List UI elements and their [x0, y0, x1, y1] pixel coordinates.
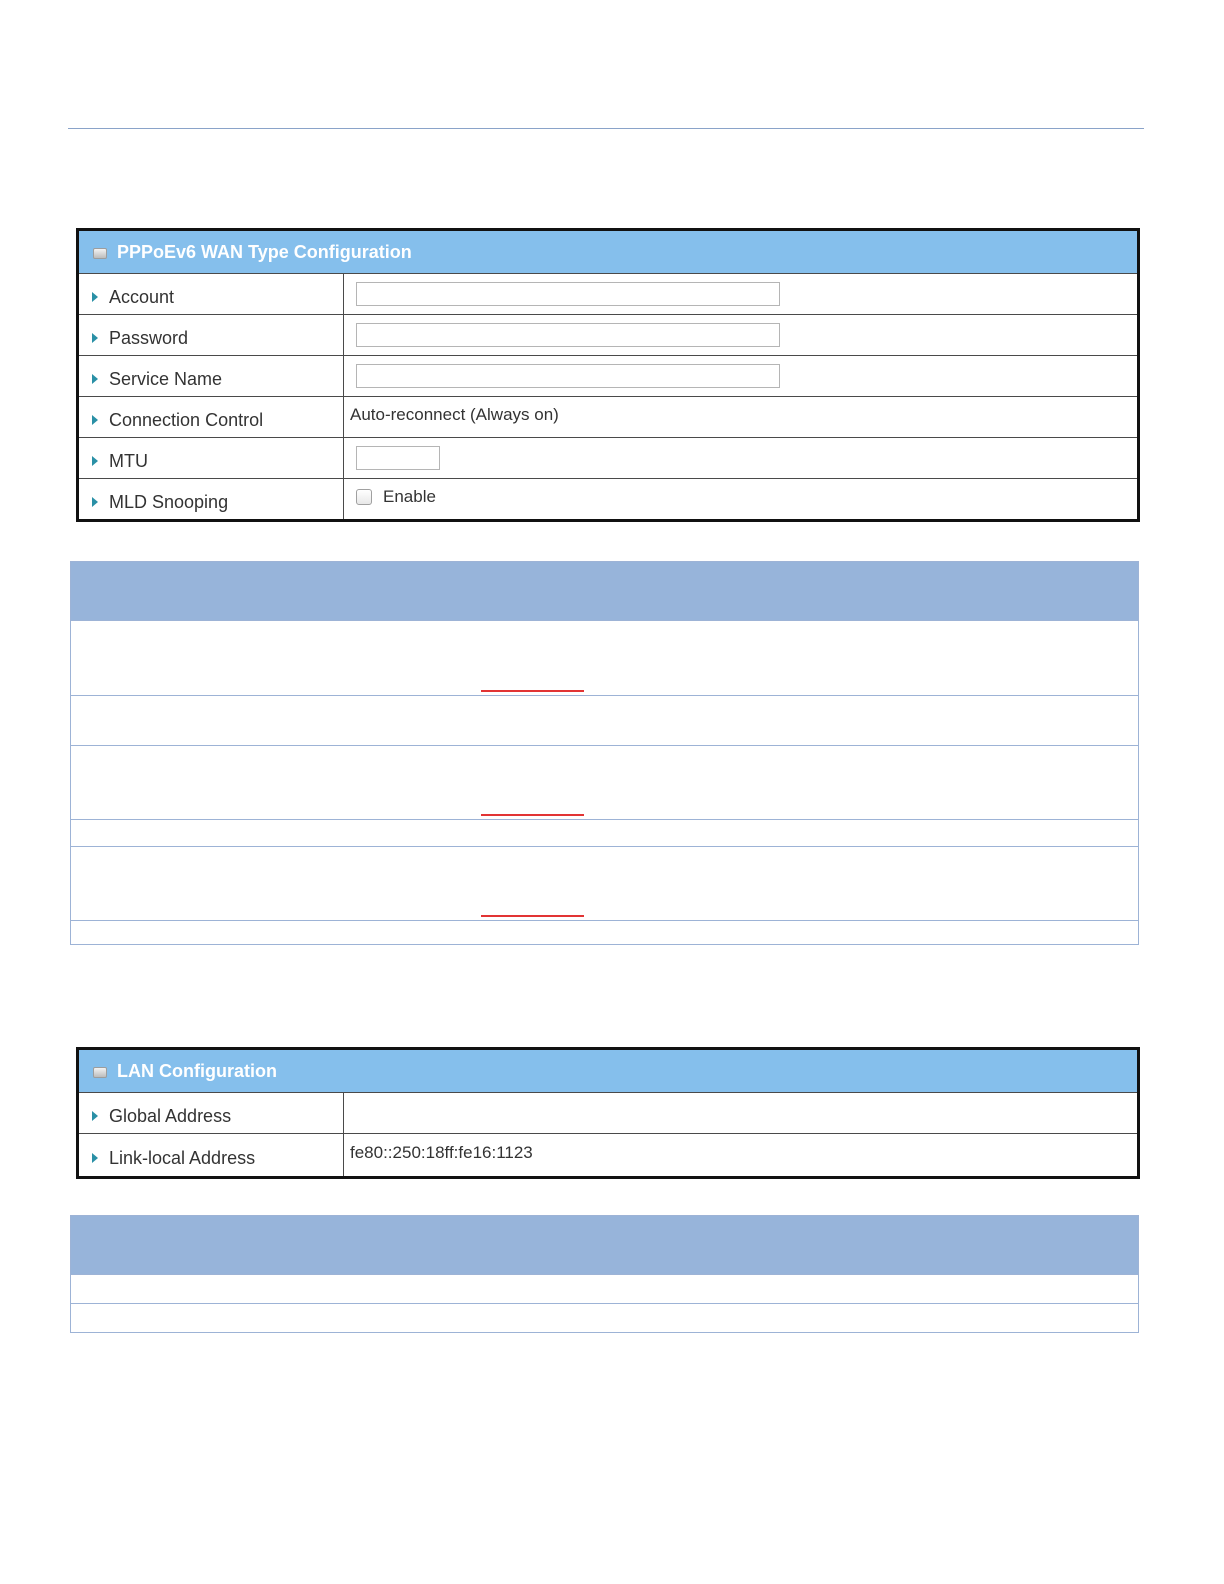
account-label: Account: [109, 286, 175, 307]
wan-panel-header: [79, 231, 1137, 273]
underline-mark: [481, 814, 584, 816]
table-row: [71, 695, 1138, 745]
password-row: [79, 314, 1137, 355]
panel-bullet-icon: [93, 248, 107, 259]
mtu-row: [79, 437, 1137, 478]
row-arrow-icon: [92, 415, 98, 425]
underline-mark: [481, 915, 584, 917]
table-row: [71, 1303, 1138, 1332]
password-label: Password: [109, 327, 189, 348]
row-arrow-icon: [92, 1153, 98, 1163]
service-name-label: Service Name: [109, 368, 223, 389]
table-row: [71, 920, 1138, 944]
link-local-address-row: [79, 1133, 1137, 1176]
table-header: [71, 1216, 1138, 1274]
link-local-address-label: Link-local Address: [109, 1147, 256, 1168]
lan-config-panel: [76, 1047, 1140, 1179]
wan-description-table: [70, 561, 1139, 945]
wan-panel-title: PPPoEv6 WAN Type Configuration: [117, 241, 412, 262]
lan-description-table: [70, 1215, 1139, 1333]
lan-panel-title: LAN Configuration: [117, 1060, 277, 1081]
top-divider: [68, 128, 1144, 129]
connection-control-value: Auto-reconnect (Always on): [350, 405, 559, 424]
link-local-address-value: fe80::250:18ff:fe16:1123: [350, 1143, 533, 1162]
lan-panel-header: [79, 1050, 1137, 1092]
connection-control-label: Connection Control: [109, 409, 264, 430]
table-row: [71, 819, 1138, 846]
row-arrow-icon: [92, 1111, 98, 1121]
panel-bullet-icon: [93, 1067, 107, 1078]
password-input[interactable]: [356, 323, 780, 347]
mtu-label: MTU: [109, 450, 148, 471]
row-arrow-icon: [92, 497, 98, 507]
table-row: [71, 846, 1138, 920]
service-name-input[interactable]: [356, 364, 780, 388]
row-arrow-icon: [92, 374, 98, 384]
wan-config-panel: [76, 228, 1140, 522]
table-header: [71, 562, 1138, 620]
mld-snooping-label: MLD Snooping: [109, 491, 229, 512]
service-name-row: [79, 355, 1137, 396]
underline-mark: [481, 690, 584, 692]
account-row: [79, 273, 1137, 314]
mld-snooping-enable-label: Enable: [383, 487, 436, 506]
row-arrow-icon: [92, 292, 98, 302]
row-arrow-icon: [92, 333, 98, 343]
row-arrow-icon: [92, 456, 98, 466]
table-row: [71, 745, 1138, 819]
mld-snooping-checkbox[interactable]: [356, 489, 372, 505]
account-input[interactable]: [356, 282, 780, 306]
table-row: [71, 620, 1138, 695]
mld-snooping-toggle[interactable]: [356, 487, 436, 507]
mtu-input[interactable]: [356, 446, 440, 470]
global-address-label: Global Address: [109, 1105, 232, 1126]
global-address-row: [79, 1092, 1137, 1133]
table-row: [71, 1274, 1138, 1303]
mld-snooping-row: [79, 478, 1137, 519]
connection-control-row: [79, 396, 1137, 437]
